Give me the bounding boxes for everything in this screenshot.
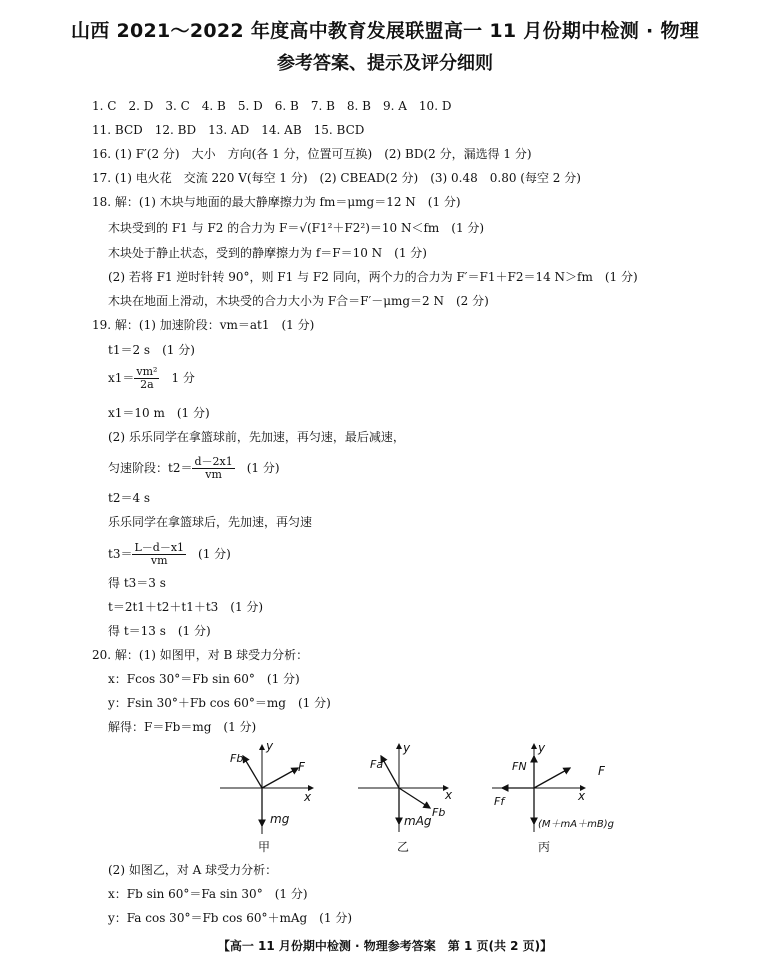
q19-line-6-post: (1 分) [234,461,280,475]
q20-line-3: y：Fsin 30°＋Fb cos 60°＝mg (1 分) [108,696,331,710]
fraction-numerator: L－d－x1 [134,541,185,554]
page-title: 山西 2021～2022 年度高中教育发展联盟高一 11 月份期中检测 · 物理 [70,20,700,42]
q20-line-5: (2) 如图乙，对 A 球受力分析： [108,863,278,877]
answer-choice: 1. C 2. D 3. C 4. B 5. D 6. B 7. B 8. B 9. A 10. D [92,99,452,113]
page-subtitle: 参考答案、提示及评分细则 [277,53,493,74]
diagram-yi-y-label: y [403,741,411,755]
answer-q16: 16. (1) F′(2 分) 大小 方向(各 1 分，位置可互换) (2) BD(2 分，漏选得 1 分) [92,147,532,161]
q18-line-4: (2) 若将 F1 逆时针转 90°，则 F1 与 F2 同向，两个力的合力为 F′＝F1＋F2＝14 N＞fm (1 分) [108,270,638,284]
q19-line-9-pre: t3＝ [108,547,133,561]
q19-line-7: t2＝4 s [108,491,151,505]
force-f-arrow [262,768,298,788]
diagram-jia-mg-label: mg [270,812,290,826]
diagram-bing-ff-label: Ff [494,795,505,808]
diagram-jia-f-label: F [298,760,305,774]
diagram-bing-y-label: y [538,741,546,755]
q19-line-1: 19. 解：(1) 加速阶段：vm＝at1 (1 分) [92,318,315,332]
page-footer: 【高一 11 月份期中检测 · 物理参考答案 第 1 页(共 2 页)】 [217,939,553,953]
q19-line-4: x1＝10 m (1 分) [108,406,210,420]
q19-line-8: 乐乐同学在拿篮球后，先加速，再匀速 [108,515,313,529]
fraction-denominator: vm [150,554,168,567]
q19-line-6 [108,456,280,481]
force-f-arrow [534,768,570,788]
q20-line-2: x：Fcos 30°＝Fb sin 60° (1 分) [108,672,300,686]
diagram-yi-mag-label: mAg [404,814,432,828]
q20-line-7: y：Fa cos 30°＝Fb cos 60°＋mAg (1 分) [108,911,352,925]
fraction-denominator: vm [205,468,222,481]
diagram-yi-fb-label: Fb [432,806,446,819]
fraction [132,542,186,567]
fraction-numerator: d－2x1 [194,455,233,468]
diagram-bing-fn-label: FN [512,760,527,773]
fraction [192,456,234,481]
q18-line-2: 木块受到的 F1 与 F2 的合力为 F＝√(F1²＋F2²)＝10 N＜fm (1 分) [108,221,485,235]
diagram-bing-caption: 丙 [538,840,551,854]
fraction-numerator: vm² [136,365,158,378]
q19-line-11: t＝2t1＋t2＋t1＋t3 (1 分) [108,600,264,614]
diagram-bing-f-label: F [598,764,605,778]
diagram-jia-caption: 甲 [258,840,271,854]
q19-line-3-post: 1 分 [159,371,195,385]
q19-line-3-pre: x1＝ [108,371,135,385]
diagram-bing-x-label: x [578,789,586,803]
q20-line-4: 解得：F＝Fb＝mg (1 分) [108,720,257,734]
diagram-jia-fb-label: Fb [230,752,244,765]
q18-line-3: 木块处于静止状态，受到的静摩擦力为 f＝F＝10 N (1 分) [108,246,427,260]
q19-line-5: (2) 乐乐同学在拿篮球前，先加速，再匀速，最后减速， [108,430,405,444]
q19-line-9 [108,542,231,567]
q19-line-3 [108,366,195,391]
q19-line-9-post: (1 分) [186,547,231,561]
q19-line-6-pre: 匀速阶段：t2＝ [108,461,193,475]
q18-line-1: 18. 解：(1) 木块与地面的最大静摩擦力为 fm＝μmg＝12 N (1 分) [92,195,461,209]
answer-q17: 17. (1) 电火花 交流 220 V(每空 1 分) (2) CBEAD(2 分) (3) 0.48 0.80 (每空 2 分) [92,171,581,185]
fraction-denominator: 2a [140,378,154,391]
q20-line-1: 20. 解：(1) 如图甲，对 B 球受力分析： [92,648,309,662]
answer-multi: 11. BCD 12. BD 13. AD 14. AB 15. BCD [92,123,365,137]
force-fb-arrow [399,788,430,808]
diagram-jia-x-label: x [304,790,312,804]
diagram-yi-x-label: x [445,788,453,802]
diagram-yi-fa-label: Fa [370,758,384,771]
q20-line-6: x：Fb sin 60°＝Fa sin 30° (1 分) [108,887,308,901]
diagram-yi-caption: 乙 [397,840,410,854]
q19-line-10: 得 t3＝3 s [108,576,166,590]
force-fa-arrow [381,756,399,788]
diagram-jia-y-label: y [266,739,274,753]
q19-line-12: 得 t＝13 s (1 分) [108,624,211,638]
diagram-bing-g-label: (M＋mA＋mB)g [538,819,614,830]
force-fb-arrow [243,756,262,788]
q18-line-5: 木块在地面上滑动，木块受的合力大小为 F合＝F′－μmg＝2 N (2 分) [108,294,489,308]
q19-line-2: t1＝2 s (1 分) [108,343,195,357]
fraction [134,366,159,391]
